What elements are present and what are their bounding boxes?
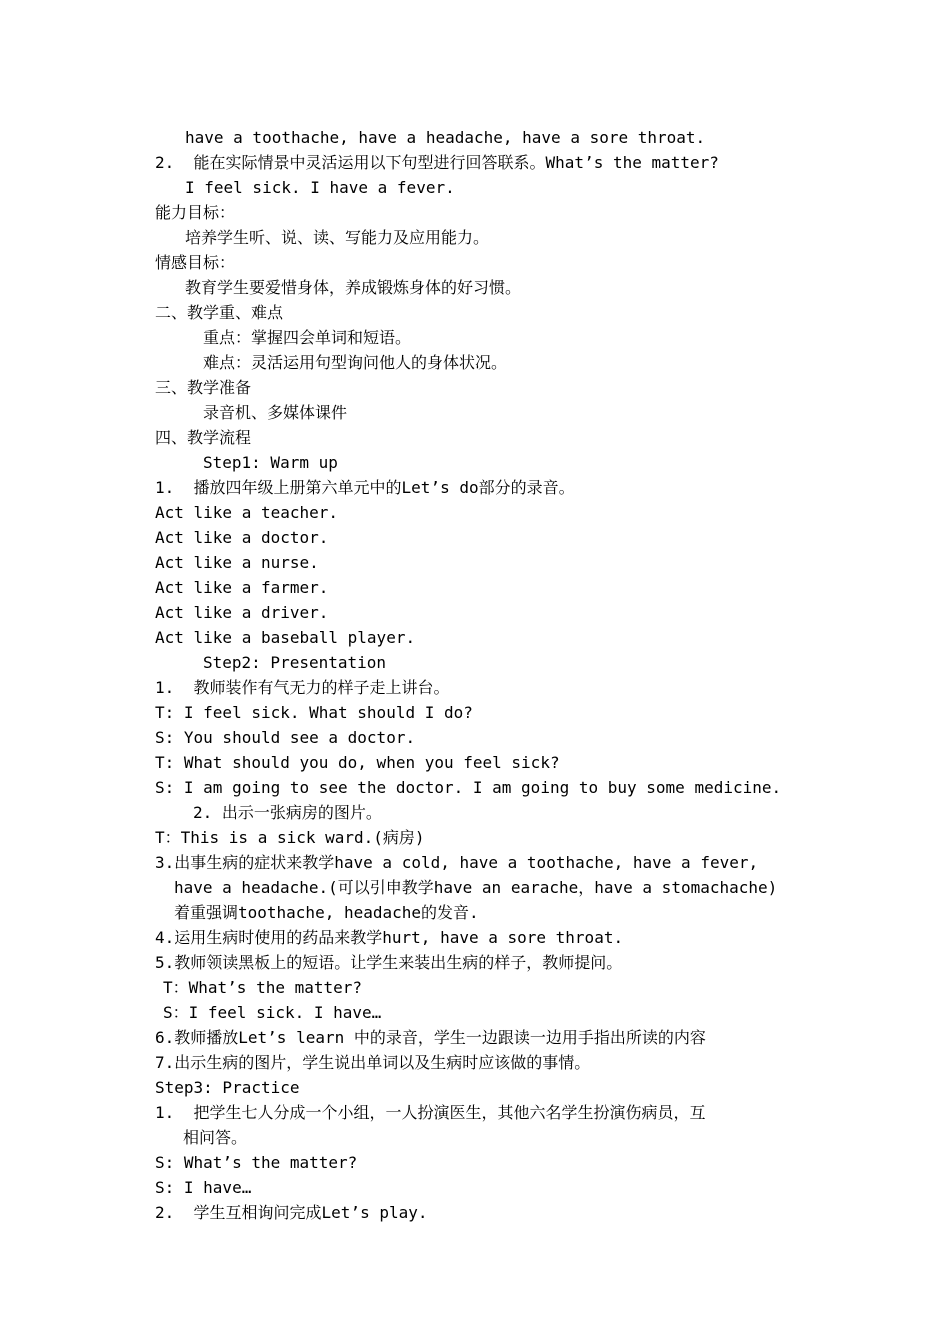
step-heading: Step3: Practice [155,1078,300,1097]
text-line: Act like a teacher. [155,503,339,522]
section-heading: 情感目标： [155,253,236,272]
text-line: Act like a baseball player. [155,628,416,647]
text-line: 重点：掌握四会单词和短语。 [203,328,412,347]
text-line: 6.教师播放Let’s learn 中的录音，学生一边跟读一边用手指出所读的内容 [155,1028,706,1047]
text-line: 1. 把学生七人分成一个小组，一人扮演医生，其他六名学生扮演伤病员，互 [155,1103,706,1122]
text-line: T：This is a sick ward.(病房) [155,828,425,847]
text-line: 2. 出示一张病房的图片。 [193,803,382,822]
text-line: T：What’s the matter? [163,978,363,997]
text-line: S：I feel sick. I have… [163,1003,382,1022]
section-heading: 能力目标： [155,203,236,222]
text-line: S: I have… [155,1178,252,1197]
text-line: 3.出事生病的症状来教学have a cold, have a toothache, have a fever, [155,853,759,872]
text-line: 录音机、多媒体课件 [203,403,348,422]
text-line: Act like a farmer. [155,578,329,597]
text-line: 7.出示生病的图片，学生说出单词以及生病时应该做的事情。 [155,1053,591,1072]
text-line: S: I am going to see the doctor. I am going to buy some medicine. [155,778,782,797]
step-heading: Step1: Warm up [203,453,338,472]
text-line: 1. 教师装作有气无力的样子走上讲台。 [155,678,450,697]
text-line: S: What’s the matter? [155,1153,358,1172]
text-line: 难点：灵活运用句型询问他人的身体状况。 [203,353,508,372]
section-heading: 三、教学准备 [155,378,252,397]
text-line: S: You should see a doctor. [155,728,416,747]
text-line: 教育学生要爱惜身体，养成锻炼身体的好习惯。 [185,278,522,297]
step-heading: Step2: Presentation [203,653,387,672]
text-line: 培养学生听、说、读、写能力及应用能力。 [185,228,490,247]
text-line: 2. 能在实际情景中灵活运用以下句型进行回答联系。What’s the matter? [155,153,719,172]
text-line: 5.教师领读黑板上的短语。让学生来装出生病的样子，教师提问。 [155,953,623,972]
text-line: have a headache.(可以引申教学have an earache，have a stomachache) [174,878,778,897]
section-heading: 二、教学重、难点 [155,303,284,322]
text-line: Act like a nurse. [155,553,319,572]
text-line: I feel sick. I have a fever. [185,178,455,197]
text-line: 1. 播放四年级上册第六单元中的Let’s do部分的录音。 [155,478,575,497]
text-line: 2. 学生互相询问完成Let’s play. [155,1203,428,1222]
text-line: 相问答。 [183,1128,248,1147]
text-line: 着重强调toothache, headache的发音. [174,903,479,922]
text-line: T: What should you do, when you feel sick? [155,753,560,772]
text-line: 4.运用生病时使用的药品来教学hurt, have a sore throat. [155,928,624,947]
text-line: have a toothache, have a headache, have a sore throat. [185,128,706,147]
text-line: T: I feel sick. What should I do? [155,703,473,722]
text-line: Act like a doctor. [155,528,329,547]
section-heading: 四、教学流程 [155,428,252,447]
text-line: Act like a driver. [155,603,329,622]
